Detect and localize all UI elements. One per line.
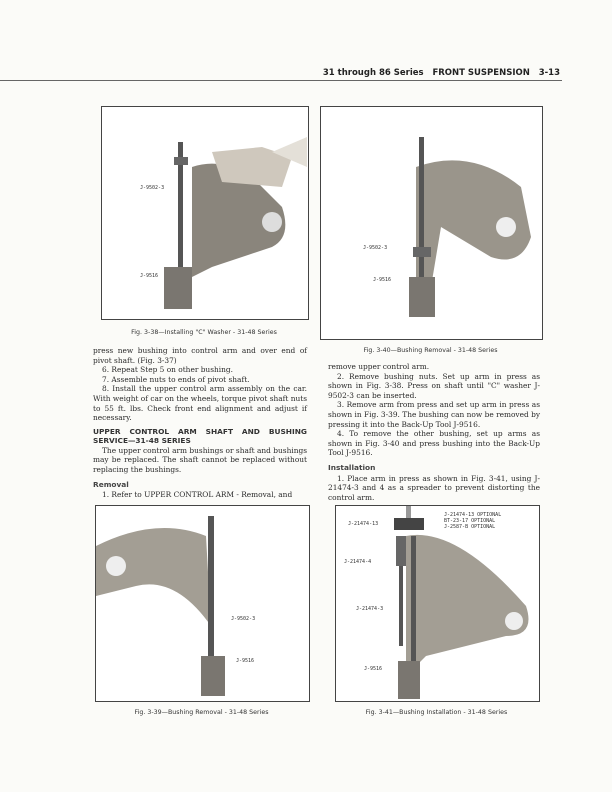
callout-label: J-9502-3: [231, 616, 256, 622]
figure-caption: Fig. 3-39—Bushing Removal - 31-48 Series: [134, 709, 269, 716]
paragraph: 2. Remove bushing nuts. Set up arm in press as shown in Fig. 3-38. Press on shaft until "C" washer J-9502-3 can be inserted.: [328, 371, 540, 400]
paragraph: 7. Assemble nuts to ends of pivot shaft.: [102, 374, 250, 384]
paragraph: press new bushing into control arm and over end of pivot shaft. (Fig. 3-37): [93, 346, 307, 365]
figure-3-39: [95, 505, 310, 702]
page-number: 3-13: [538, 68, 560, 78]
control-arm-photo: [102, 107, 308, 319]
subheading: Installation: [328, 462, 376, 472]
paragraph: 1. Place arm in press as shown in Fig. 3-41, using J-21474-3 and 4 as a spreader to prevent distorting the control arm.: [328, 473, 540, 502]
paragraph: 8. Install the upper control arm assembly on the car. With weight of car on the wheels, torque pivot shaft nuts to 55 ft. lbs. Check front end alignment and adjust if necessary.: [93, 384, 307, 423]
control-arm-photo: [321, 107, 542, 339]
paragraph: 3. Remove arm from press and set up arm in press as shown in Fig. 3-39. The bushing can now be removed by pressing it into the Back-Up Tool J-9516.: [328, 400, 540, 429]
paragraph: The upper control arm bushings or shaft and bushings may be replaced. The shaft cannot be replaced without replacing the bushings.: [93, 445, 307, 474]
callout-label: J-9516: [364, 666, 383, 672]
running-header: [323, 68, 560, 78]
optional-list: J-21474-13 OPTIONAL BT-23-17 OPTIONAL J-2587-B OPTIONAL: [444, 512, 502, 530]
header-series: 31 through 86 Series: [322, 68, 424, 78]
paragraph: remove upper control arm.: [328, 362, 430, 371]
subheading: Removal: [93, 479, 129, 489]
callout-label: J-9502-3: [140, 185, 165, 191]
callout-label: J-9516: [373, 277, 392, 283]
callout-label: J-21474-4: [344, 559, 372, 565]
figure-3-38: [101, 106, 309, 320]
header-rule: [0, 80, 562, 81]
figure-caption: Fig. 3-38—Installing "C" Washer - 31-48 Series: [131, 329, 277, 336]
header-section: FRONT SUSPENSION: [432, 68, 530, 78]
paragraph: 6. Repeat Step 5 on other bushing.: [102, 365, 233, 375]
callout-label: J-21474-13: [348, 521, 379, 527]
figure-3-40: [320, 106, 543, 340]
right-text-column: [328, 362, 540, 502]
control-arm-photo: [96, 506, 309, 701]
paragraph: 1. Refer to UPPER CONTROL ARM - Removal, and: [102, 490, 293, 500]
callout-label: J-21474-3: [356, 606, 384, 612]
figure-3-41: [335, 505, 540, 702]
callout-label: J-9516: [140, 273, 159, 279]
callout-label: J-9502-3: [363, 245, 388, 251]
callout-label: J-9516: [236, 658, 255, 664]
left-text-column: [93, 346, 307, 500]
figure-caption: Fig. 3-40—Bushing Removal - 31-48 Series: [363, 347, 498, 354]
paragraph: 4. To remove the other bushing, set up arms as shown in Fig. 3-40 and press bushing into the Back-Up Tool J-9516.: [328, 429, 540, 458]
section-heading: UPPER CONTROL ARM SHAFT AND BUSHING SERVICE—31-48 SERIES: [93, 426, 307, 445]
figure-caption: Fig. 3-41—Bushing Installation - 31-48 Series: [365, 709, 508, 716]
